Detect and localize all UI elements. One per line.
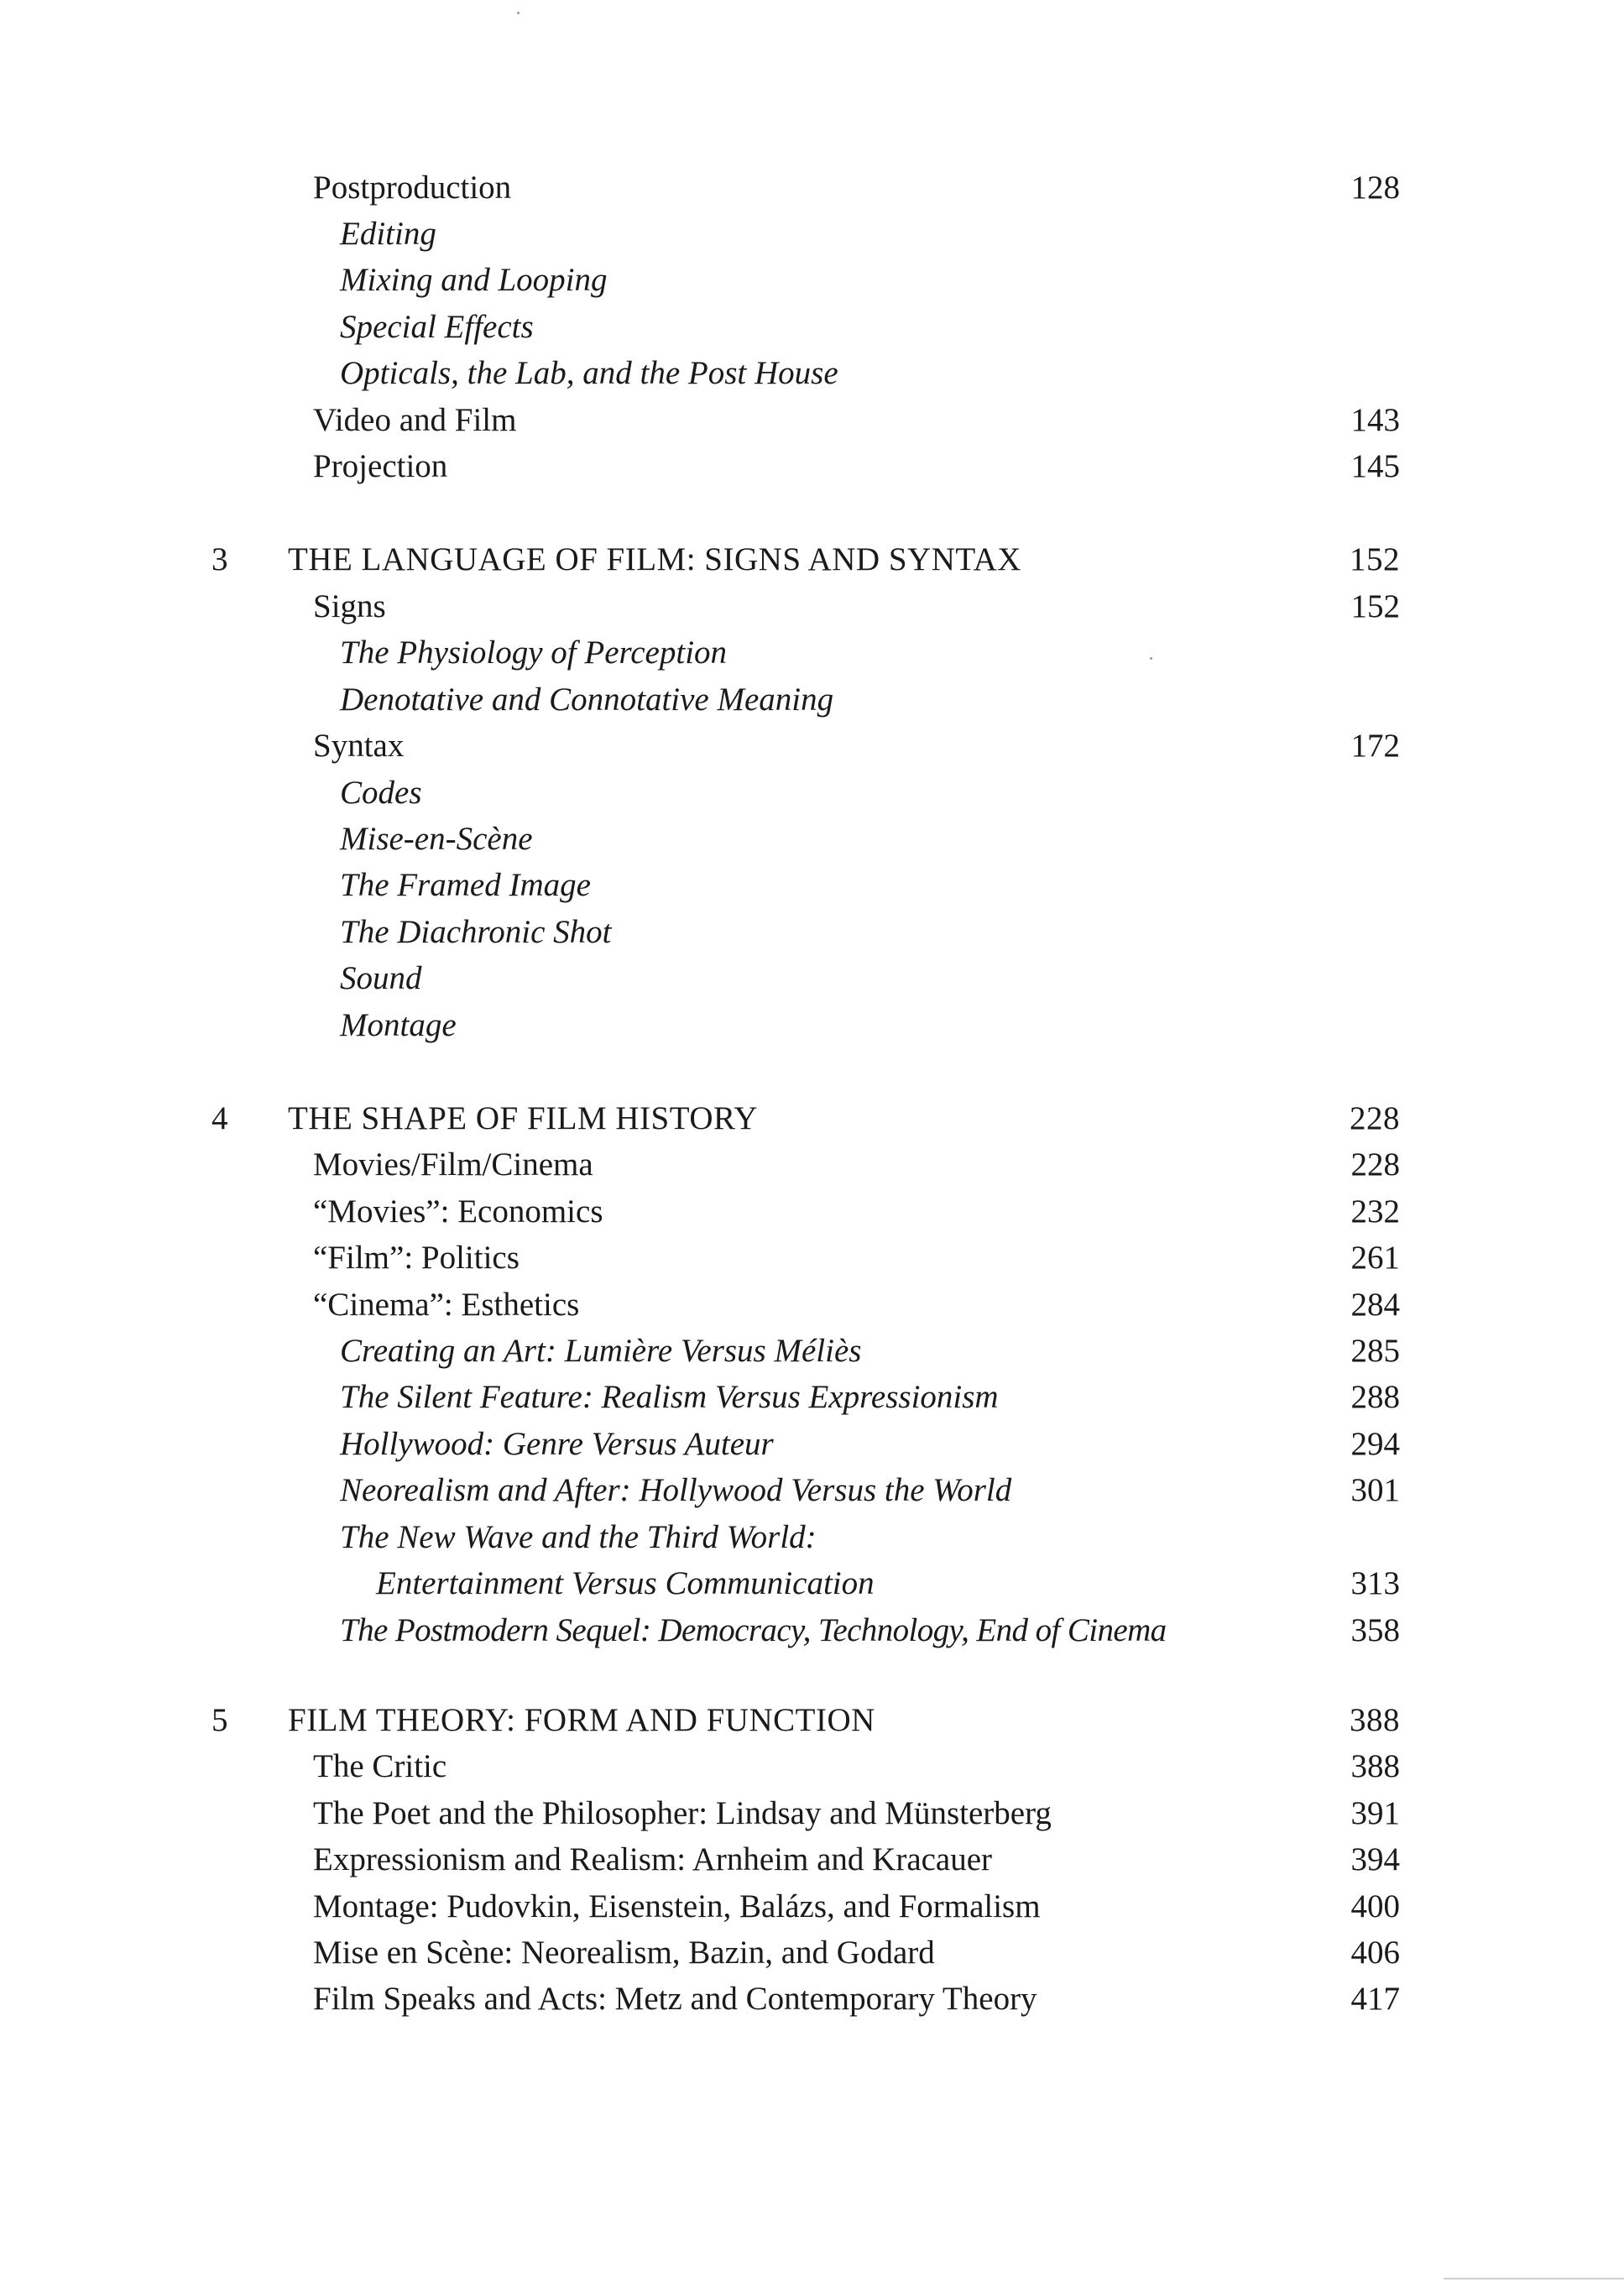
toc-subentry bbox=[0, 350, 1624, 397]
scan-speck bbox=[517, 12, 520, 14]
toc-entry bbox=[0, 1743, 1624, 1790]
toc-entry bbox=[0, 1930, 1624, 1977]
toc-page-number: 388 bbox=[1350, 1748, 1400, 1784]
chapter-number: 4 bbox=[211, 1100, 228, 1136]
toc-entry-title: Film Speaks and Acts: Metz and Contemporary Theory bbox=[313, 1981, 1037, 2017]
toc-page-number: 232 bbox=[1350, 1193, 1400, 1230]
toc-subentry-title: Special Effects bbox=[340, 309, 534, 345]
toc-entry-title: Mise en Scène: Neorealism, Bazin, and Godard bbox=[313, 1935, 935, 1971]
page-edge-rule bbox=[1444, 2278, 1624, 2279]
toc-entry bbox=[0, 1188, 1624, 1235]
toc-subentry-continuation bbox=[0, 1560, 1624, 1607]
toc-subentry bbox=[0, 816, 1624, 863]
toc-entry-title: “Cinema”: Esthetics bbox=[313, 1287, 580, 1323]
toc-page-number: 388 bbox=[1350, 1702, 1400, 1738]
toc-entry-title: Postproduction bbox=[313, 170, 512, 206]
toc-entry-title: Movies/Film/Cinema bbox=[313, 1146, 593, 1183]
toc-subentry-title: Codes bbox=[340, 775, 422, 811]
chapter-title: FILM THEORY: FORM AND FUNCTION bbox=[288, 1702, 875, 1738]
toc-entry bbox=[0, 1976, 1624, 2023]
toc-entry-postproduction bbox=[0, 164, 1624, 211]
toc-subentry bbox=[0, 1421, 1624, 1468]
toc-entry bbox=[0, 1235, 1624, 1282]
toc-entry bbox=[0, 1836, 1624, 1883]
toc-subentry bbox=[0, 770, 1624, 817]
toc-subentry bbox=[0, 304, 1624, 351]
toc-subentry bbox=[0, 676, 1624, 723]
toc-subentry-title: Editing bbox=[340, 216, 436, 252]
toc-page-number: 358 bbox=[1350, 1612, 1400, 1648]
toc-entry bbox=[0, 1883, 1624, 1930]
toc-entry-syntax bbox=[0, 723, 1624, 770]
toc-subentry bbox=[0, 1002, 1624, 1049]
toc-page-number: 294 bbox=[1350, 1426, 1400, 1462]
toc-subentry-title: Creating an Art: Lumière Versus Méliès bbox=[340, 1333, 862, 1369]
toc-subentry-title: Hollywood: Genre Versus Auteur bbox=[340, 1426, 774, 1462]
chapter-title: THE LANGUAGE OF FILM: SIGNS AND SYNTAX bbox=[288, 541, 1021, 577]
toc-entry-title: Syntax bbox=[313, 728, 405, 764]
toc-subentry bbox=[0, 257, 1624, 304]
chapter-title: THE SHAPE OF FILM HISTORY bbox=[288, 1100, 759, 1136]
toc-subentry-title: Sound bbox=[340, 960, 422, 996]
toc-entry-title: Expressionism and Realism: Arnheim and Kracauer bbox=[313, 1841, 993, 1877]
toc-subentry bbox=[0, 211, 1624, 258]
toc-entry bbox=[0, 1790, 1624, 1837]
toc-chapter-3 bbox=[0, 536, 1624, 583]
toc-chapter-4 bbox=[0, 1095, 1624, 1142]
toc-entry-title: Montage: Pudovkin, Eisenstein, Balázs, and Formalism bbox=[313, 1888, 1041, 1924]
toc-page-number: 400 bbox=[1350, 1888, 1400, 1924]
scan-speck bbox=[1150, 657, 1152, 660]
toc-page-number: 285 bbox=[1350, 1333, 1400, 1369]
toc-page-number: 152 bbox=[1350, 541, 1400, 577]
toc-subentry-title: The Framed Image bbox=[340, 867, 591, 903]
toc-entry-video-and-film bbox=[0, 397, 1624, 444]
toc-subentry bbox=[0, 629, 1624, 676]
toc-subentry-title: Mixing and Looping bbox=[340, 262, 608, 298]
toc-subentry bbox=[0, 955, 1624, 1002]
toc-entry-title: Video and Film bbox=[313, 402, 517, 438]
toc-page-number: 394 bbox=[1350, 1841, 1400, 1877]
toc-subentry bbox=[0, 1514, 1624, 1561]
toc-entry-signs bbox=[0, 583, 1624, 630]
toc-entry-title: The Critic bbox=[313, 1748, 447, 1784]
chapter-number: 5 bbox=[211, 1702, 228, 1738]
toc-page-number: 228 bbox=[1350, 1100, 1400, 1136]
toc-subentry-title: Neorealism and After: Hollywood Versus the World bbox=[340, 1472, 1012, 1508]
toc-subentry-title: Denotative and Connotative Meaning bbox=[340, 681, 834, 718]
toc-page-number: 261 bbox=[1350, 1240, 1400, 1276]
toc-subentry bbox=[0, 909, 1624, 956]
toc-page-number: 145 bbox=[1350, 448, 1400, 484]
toc-page-number: 152 bbox=[1350, 588, 1400, 624]
toc-entry-title: “Movies”: Economics bbox=[313, 1193, 603, 1230]
toc-subentry-title: The Physiology of Perception bbox=[340, 634, 728, 671]
toc-subentry-title: The Diachronic Shot bbox=[340, 914, 612, 950]
toc-page-number: 313 bbox=[1350, 1565, 1400, 1601]
toc-subentry bbox=[0, 862, 1624, 909]
toc-entry bbox=[0, 1141, 1624, 1188]
toc-entry-title: Projection bbox=[313, 448, 448, 484]
toc-chapter-5 bbox=[0, 1697, 1624, 1744]
toc-page-number: 128 bbox=[1350, 170, 1400, 206]
toc-entry-title: “Film”: Politics bbox=[313, 1240, 520, 1276]
toc-subentry-title: The Postmodern Sequel: Democracy, Technology, End of Cinema bbox=[340, 1612, 1167, 1648]
toc-page-number: 301 bbox=[1350, 1472, 1400, 1508]
chapter-number: 3 bbox=[211, 541, 228, 577]
toc-subentry-title: The Silent Feature: Realism Versus Expressionism bbox=[340, 1379, 999, 1415]
toc-subentry-title: Mise-en-Scène bbox=[340, 821, 533, 857]
toc-entry-title: Signs bbox=[313, 588, 386, 624]
toc-subentry bbox=[0, 1607, 1624, 1654]
toc-subentry bbox=[0, 1328, 1624, 1375]
toc-page-number: 391 bbox=[1350, 1795, 1400, 1831]
toc-subentry-title: Opticals, the Lab, and the Post House bbox=[340, 355, 838, 391]
toc-subentry-title: The New Wave and the Third World: bbox=[340, 1519, 817, 1555]
toc-subentry bbox=[0, 1374, 1624, 1421]
toc-subentry-title: Montage bbox=[340, 1007, 457, 1043]
toc-page-number: 172 bbox=[1350, 728, 1400, 764]
toc-entry bbox=[0, 1282, 1624, 1329]
toc-page-number: 406 bbox=[1350, 1935, 1400, 1971]
toc-page-number: 284 bbox=[1350, 1287, 1400, 1323]
toc-entry-projection bbox=[0, 443, 1624, 490]
toc-page-number: 288 bbox=[1350, 1379, 1400, 1415]
toc-page-number: 143 bbox=[1350, 402, 1400, 438]
toc-page-number: 417 bbox=[1350, 1981, 1400, 2017]
toc-entry-title: The Poet and the Philosopher: Lindsay and Münsterberg bbox=[313, 1795, 1052, 1831]
toc-subentry bbox=[0, 1467, 1624, 1514]
toc-page-number: 228 bbox=[1350, 1146, 1400, 1183]
toc-subentry-title: Entertainment Versus Communication bbox=[376, 1565, 875, 1601]
